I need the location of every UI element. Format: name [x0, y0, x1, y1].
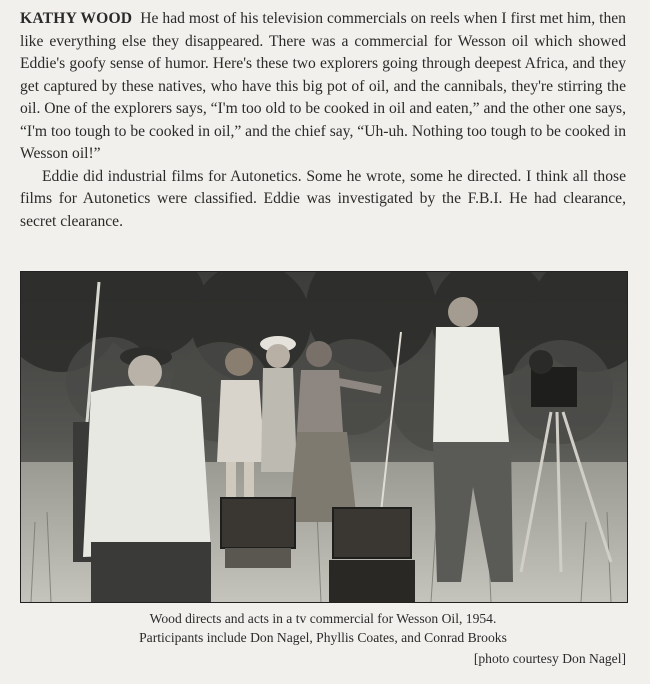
commercial-photo	[20, 271, 628, 603]
caption-line-1: Wood directs and acts in a tv commercial for Wesson Oil, 1954.	[149, 611, 497, 626]
caption-line-2: Participants include Don Nagel, Phyllis Coates, and Conrad Brooks	[139, 630, 507, 645]
paragraph-1	[20, 8, 626, 166]
photo-credit: [photo courtesy Don Nagel]	[473, 651, 626, 666]
article-body	[20, 8, 626, 233]
photo-caption	[20, 609, 626, 647]
speaker-name: KATHY WOOD	[20, 10, 133, 27]
film-set-illustration	[21, 272, 627, 602]
paragraph-1-text: He had most of his television commercials on reels when I first met him, then like everything else they disappeared. There was a commercial for Wesson oil which showed Eddie's goofy sense of humor. Here's these two explorers going through deepest Africa, and they get captured by these natives, who have this big pot of oil, and the cannibals, they're stirring the oil. One of the explorers says, “I'm too old to be cooked in oil and eaten,” and the other one says, “I'm too tough to be cooked in oil,” and the chief say, “Uh-uh. Nothing too tough to be cooked in Wesson oil!”	[20, 10, 626, 162]
paragraph-2: Eddie did industrial films for Autonetics. Some he wrote, some he directed. I think all those films for Autonetics were classified. Eddie was investigated by the F.B.I. He had clearance, secret clearance.	[20, 167, 626, 230]
